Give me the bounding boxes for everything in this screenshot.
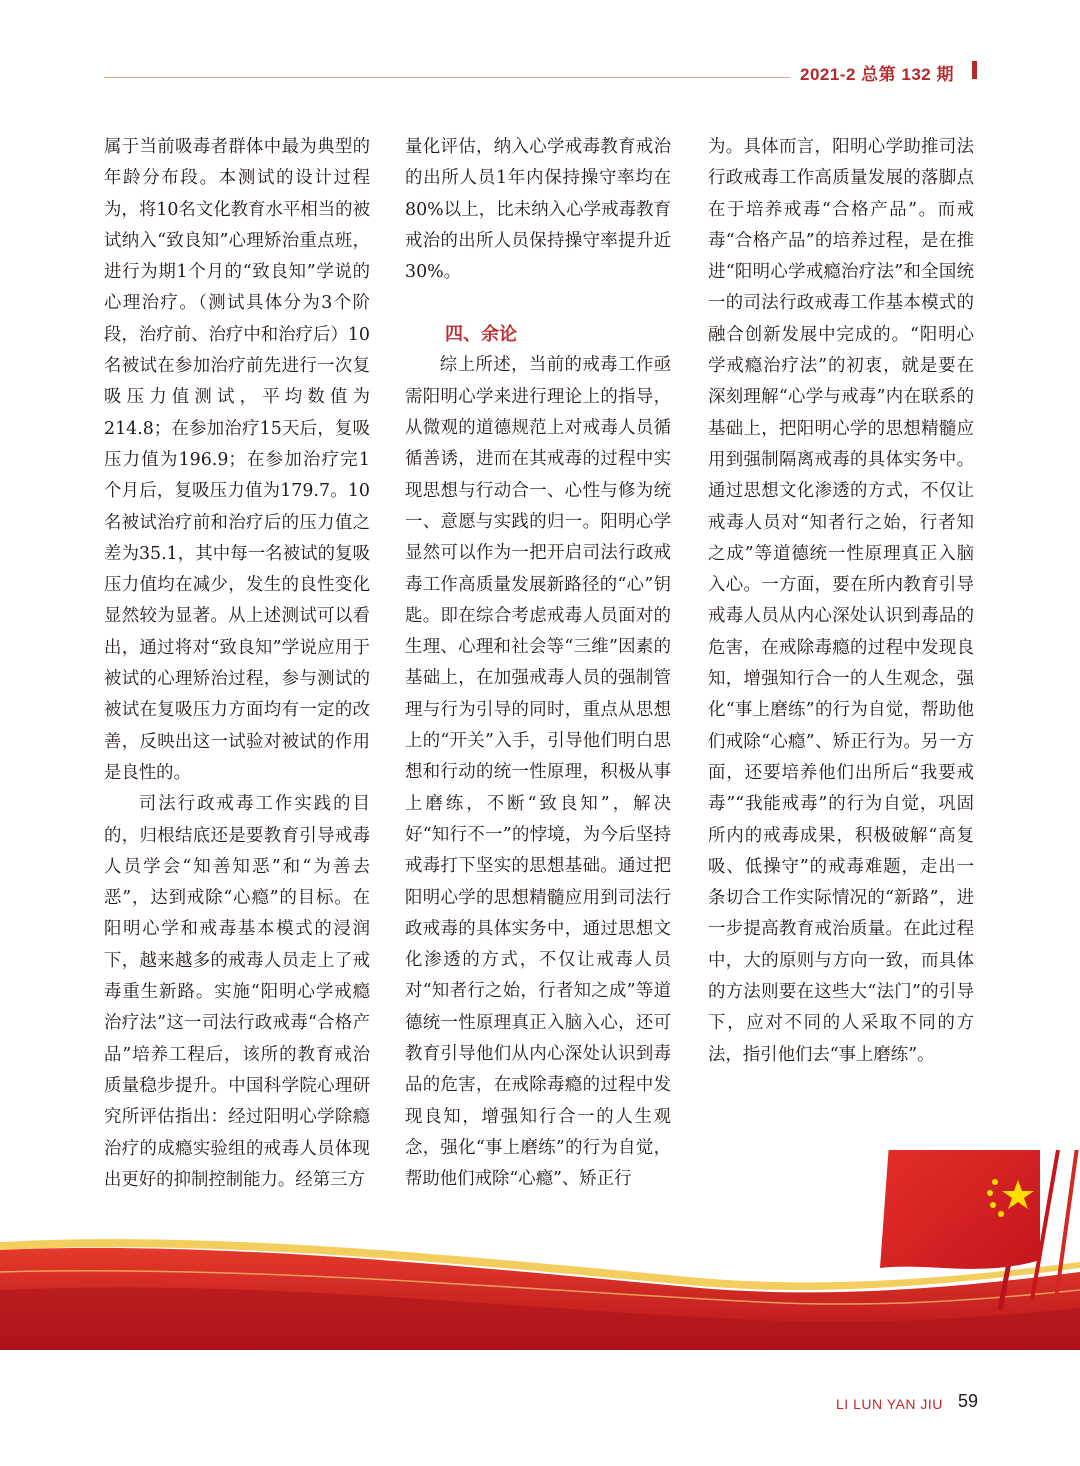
paragraph: 司法行政戒毒工作实践的目的，归根结底还是要教育引导戒毒人员学会“知善知恶”和“为善去恶”，达到戒除“心瘾”的目标。在阳明心学和戒毒基本模式的浸润下，越来越多的戒毒人员走上了戒毒重生新路。实施“阳明心学戒瘾治疗法”这一司法行政戒毒“合格产品”培养工程后，该所的教育戒治质量稳步提升。中国科学院心理研究所评估指出：经过阳明心学除瘾治疗的成瘾实验组的戒毒人员体现出更好的抑制控制能力。经第三方: [104, 794, 370, 1190]
header-rule: [104, 77, 790, 78]
paragraph: 综上所述，当前的戒毒工作亟需阳明心学来进行理论上的指导，从微观的道德规范上对戒毒人员循循善诱，进而在其戒毒的过程中实现思想与行动合一、心性与修为统一、意愿与实践的归一。阳明心学显然可以作为一把开启司法行政戒毒工作高质量发展新路径的“心”钥匙。即在综合考虑戒毒人员面对的生理、心理和社会等“三维”因素的基础上，在加强戒毒人员的强制管理与行为引导的同时，重点从思想上的“开关”入手，引导他们明白思想和行动的统一性原理，积极从事上磨练，不断“致良知”，解决好“知行不一”的悖境，为今后坚持戒毒打下坚实的思想基础。通过把阳明心学的思想精髓应用到司法行政戒毒的具体实务中，通过思想文化渗透的方式，不仅让戒毒人员对“知者行之始，行者知之成”等道德统一性原理真正入脑入心，还可教育引导他们从内心深处认识到毒品的危害，在戒除毒瘾的过程中发现良知，增强知行合一的人生观念，强化“事上磨练”的行为自觉，帮助他们戒除“心瘾”、矫正行: [405, 355, 671, 1190]
chinese-flag: [880, 1150, 1040, 1269]
issue-bar: [972, 61, 977, 79]
paragraph: 属于当前吸毒者群体中最为典型的年龄分布段。本测试的设计过程为，将10名文化教育水平相当的被试纳入“致良知”心理矫治重点班，进行为期1个月的“致良知”学说的心理治疗。（测试具体分为3个阶段，治疗前、治疗中和治疗后）10名被试在参加治疗前先进行一次复吸压力值测试，平均数值为214.8；在参加治疗15天后，复吸压力值为196.9；在参加治疗完1个月后，复吸压力值为179.7。10名被试治疗前和治疗后的压力值之差为35.1，其中每一名被试的复吸压力值均在减少，发生的良性变化显然较为显著。从上述测试可以看出，通过将对“致良知”学说应用于被试的心理矫治过程，参与测试的被试在复吸压力方面均有一定的改善，反映出这一试验对被试的作用是良性的。: [104, 137, 370, 783]
paragraph: 量化评估，纳入心学戒毒教育戒治的出所人员1年内保持操守率均在80%以上，比未纳入心学戒毒教育戒治的出所人员保持操守率提升近30%。: [405, 137, 671, 283]
issue-label: 2021-2 总第 132 期: [800, 65, 954, 84]
column-3: [708, 132, 974, 1071]
page-number: 59: [958, 1391, 979, 1411]
column-1: [104, 132, 370, 1196]
red-ribbon-banner: [0, 1150, 1080, 1350]
column-2: [405, 132, 671, 1196]
journal-name: LI LUN YAN JIU: [836, 1396, 943, 1412]
paragraph: 为。具体而言，阳明心学助推司法行政戒毒工作高质量发展的落脚点在于培养戒毒“合格产品”。而戒毒“合格产品”的培养过程，是在推进“阳明心学戒瘾治疗法”和全国统一的司法行政戒毒工作基本模式的融合创新发展中完成的。“阳明心学戒瘾治疗法”的初衷，就是要在深刻理解“心学与戒毒”内在联系的基础上，把阳明心学的思想精髓应用到强制隔离戒毒的具体实务中。通过思想文化渗透的方式，不仅让戒毒人员对“知者行之始，行者知之成”等道德统一性原理真正入脑入心。一方面，要在所内教育引导戒毒人员从内心深处认识到毒品的危害，在戒除毒瘾的过程中发现良知，增强知行合一的人生观念，强化“事上磨练”的行为自觉，帮助他们戒除“心瘾”、矫正行为。另一方面，还要培养他们出所后“我要戒毒”“我能戒毒”的行为自觉，巩固所内的戒毒成果，积极破解“高复吸、低操守”的戒毒难题，走出一条切合工作实际情况的“新路”，进一步提高教育戒治质量。在此过程中，大的原则与方向一致，而具体的方法则要在这些大“法门”的引导下，应对不同的人采取不同的方法，指引他们去“事上磨练”。: [708, 137, 974, 1065]
section-heading: 四、余论: [445, 324, 517, 346]
